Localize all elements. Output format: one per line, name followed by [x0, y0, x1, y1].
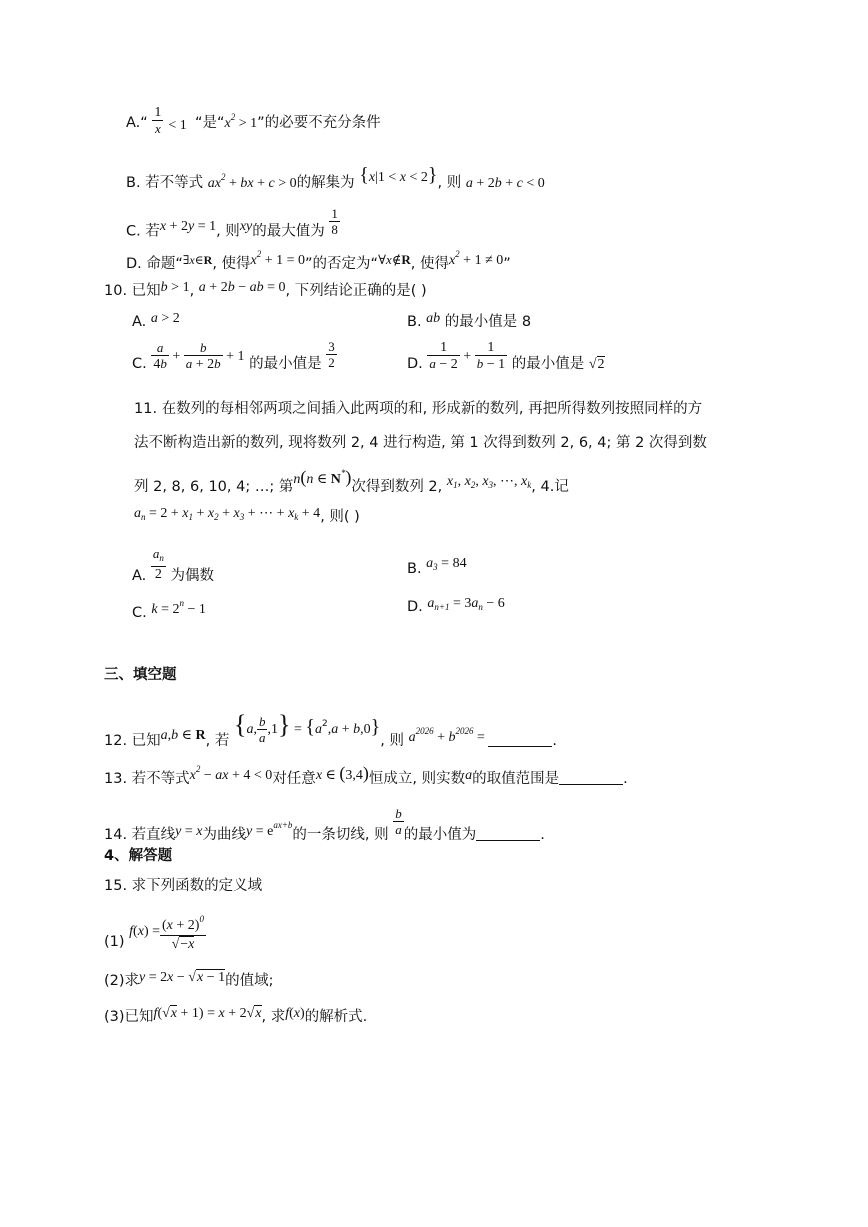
text: 对任意 [272, 771, 316, 787]
text: . [623, 771, 628, 787]
option-label: D. [407, 599, 423, 615]
section-answer-title: 4、解答题 [104, 848, 173, 864]
q12-stem [104, 710, 557, 757]
math-y-eq-e-ax-b: $y = e^{ax+b}$ [246, 820, 293, 839]
text: , 若 [205, 733, 230, 749]
question-number: 13. [104, 771, 128, 787]
option-label: D. [407, 356, 423, 372]
text: 为偶数 [170, 568, 214, 584]
text: 的最小值是 [511, 356, 585, 372]
option-label: B. [126, 175, 141, 191]
option-label: B. [407, 561, 422, 577]
text: 的值域; [225, 973, 274, 989]
math-fx: f(x) [285, 1006, 305, 1021]
math-x-in-3-4: x ∈ (3,4) [315, 763, 369, 783]
math-a-gt-2: a > 2 [150, 311, 180, 326]
q11-stem-line-1: 11. 在数列的每相邻两项之间插入此两项的和, 形成新的数列, 再把所得数列按照同样的方 [134, 401, 703, 417]
q10-option-a [132, 311, 180, 334]
option-label: C. [132, 356, 147, 372]
math-solution-set: {x|1 < x < 2} [359, 164, 438, 186]
text: , 使得 [410, 256, 449, 272]
math-ab: ab [426, 311, 441, 326]
q11-stem-line-2: 法不断构造出新的数列, 现将数列 2, 4 进行构造, 第 1 次得到数列 2, 6, 4; 第 2 次得到数 [134, 435, 707, 451]
q11-option-d [407, 596, 505, 622]
text: 的最大值为 [252, 223, 325, 240]
q15-part-1 [104, 910, 206, 954]
math-ab-in-r: a,b ∈ R [160, 728, 206, 743]
math-fx-part-1: f(x) = $\frac{(x + 2)^0}{√-x}$ [129, 910, 206, 954]
q11-option-a [132, 546, 214, 594]
text: 列 2, 8, 6, 10, 4; …; 第 [134, 479, 294, 495]
text: “是“ [195, 115, 225, 131]
math-x-2y-1: x + 2y = 1 [159, 218, 217, 234]
math-a-2b-ab-eq-0: a + 2b − ab = 0 [198, 280, 286, 295]
text: 求 [124, 973, 140, 989]
text: 的取值范围是 [472, 771, 560, 787]
part-label: (2) [104, 973, 125, 989]
math-x2-plus-1-eq-0: $x^2 + 1 = 0$ [250, 249, 306, 268]
math-an-over-2: $\frac{a_n}{2}$ [152, 546, 164, 582]
text: , 则( ) [320, 509, 360, 525]
math-y-eq-x: y = x [175, 824, 203, 839]
q10-stem [104, 280, 427, 303]
math-quadratic: $ax^2$ + bx + c > 0 [207, 172, 297, 191]
math-sqrt-2: √2 [588, 357, 605, 372]
part-label: (3) [104, 1009, 125, 1025]
math-an-definition: $a_n = 2 + x_1 + x_2 + x_3$ + ⋯ + $x_k + 4$ [134, 506, 321, 522]
option-label: A. [132, 314, 147, 330]
text: 已知 [124, 1009, 154, 1025]
text: “ [140, 115, 148, 131]
math-set-equation: {a, $\frac{b}{a}$ $,1\} = \{a^2,a + b,0\}$ [234, 710, 381, 745]
question-number: 10. [104, 283, 128, 299]
math-x2-ax-4-lt-0: $x^2$ − ax + 4 < 0 [189, 764, 273, 783]
q9-option-c [126, 206, 340, 247]
text: , 使得 [212, 256, 251, 272]
math-a-2b-c: a + 2b + c < 0 [465, 176, 545, 191]
part-label: (1) [104, 934, 125, 950]
text: ” [503, 256, 511, 272]
q9-option-a: A.“ $\frac{1}{x}$ < 1 “是“$x^2 > 1$”的必要不充分条件 [126, 105, 381, 136]
text: 若直线 [131, 827, 176, 843]
q10-option-b [407, 311, 531, 334]
answer-blank[interactable] [476, 826, 540, 841]
text: 恒成立, 则实数 [368, 771, 466, 787]
text: 次得到数列 2, [351, 479, 443, 495]
question-number: 14. [104, 827, 128, 843]
math-b-gt-1: b > 1 [160, 280, 190, 295]
question-number: 15. [104, 878, 128, 894]
option-label: B. [407, 314, 422, 330]
math-a2026-b2026: $a^{2026} + b^{2026}$ = [408, 726, 489, 745]
text: 求下列函数的定义域 [131, 878, 263, 894]
text: 为曲线 [202, 827, 247, 843]
text: , 下列结论正确的是( ) [285, 283, 427, 299]
math-f-sqrt-x-plus-1: f(√x + 1) = x + 2√x [153, 1006, 262, 1021]
q15-stem [104, 875, 262, 897]
q10-option-d [407, 340, 605, 380]
math-an1-eq-3an-6: $a_{n+1} = 3a_n - 6$ [427, 596, 505, 612]
q11-stem-line-4 [134, 506, 360, 532]
answer-blank[interactable] [559, 770, 623, 785]
q10-option-c [132, 338, 337, 380]
math-exists-x-in-r: ∃x∈R [182, 253, 213, 267]
text: 的一条切线, 则 [292, 827, 389, 843]
text: ”的必要不充分条件 [257, 115, 381, 131]
text: 已知 [131, 733, 161, 749]
math-x2-plus-1-neq-0: $x^2 + 1 \ne 0$ [448, 249, 504, 268]
section-fill-in-title: 三、填空题 [104, 667, 177, 683]
option-label: C. [132, 605, 147, 621]
math-c-expression: $\frac{a}{4b}$ + $\frac{b}{a + 2b}$ + 1 [153, 340, 245, 372]
text: ”的否定为“ [305, 256, 379, 272]
text: 的最小值为 [403, 827, 477, 843]
text: 若不等式 [145, 175, 204, 191]
math-x2-gt-1: $x^2 > 1$ [224, 112, 258, 131]
q15-part-2 [104, 970, 274, 993]
option-label: A. [126, 115, 141, 131]
math-sequence-x: $x_1$, $x_2$, $x_3$, ⋯, $x_k$ [446, 474, 532, 490]
math-one-eighth: $\frac{1}{8}$ [331, 206, 338, 237]
question-number: 12. [104, 733, 128, 749]
option-label: D. [126, 256, 142, 272]
math-a: a [465, 768, 473, 783]
q11-option-b [407, 558, 467, 584]
math-k-eq-2n-minus-1: $k = 2^n - 1$ [151, 598, 206, 617]
q11-stem-line-3 [134, 467, 569, 502]
text: , 则 [216, 223, 240, 240]
math-xy: xy [239, 218, 253, 234]
text: , [189, 283, 195, 299]
answer-blank[interactable] [488, 732, 552, 747]
text: 的最小值是 8 [444, 314, 532, 330]
text: 若不等式 [131, 771, 190, 787]
math-three-halves: $\frac{3}{2}$ [328, 338, 335, 370]
q9-option-b [126, 166, 545, 195]
math-y-2x-sqrt: y = 2x − √x − 1 [139, 970, 226, 985]
math-a3-eq-84: $a_3 = 84$ [426, 556, 467, 572]
text: 的解集为 [296, 175, 355, 191]
text: 命题“ [146, 256, 183, 272]
text: 若 [145, 223, 160, 240]
text: 已知 [131, 283, 161, 299]
text: 的最小值是 [249, 356, 322, 372]
text: 的解析式. [304, 1009, 368, 1025]
text: , 则 [437, 175, 462, 191]
q11-option-c [132, 596, 206, 625]
text: . [540, 827, 545, 843]
q15-part-3 [104, 1006, 367, 1029]
text: . [552, 733, 557, 749]
q9-option-d [126, 247, 511, 276]
q13-stem [104, 762, 628, 791]
text: , 求 [261, 1009, 286, 1025]
math-forall-x-notin-r: ∀x∉R [378, 252, 411, 267]
text: , 4.记 [531, 479, 569, 495]
math-n-in-n-star: n(n ∈ N*) [293, 467, 352, 487]
option-label: C. [126, 223, 141, 240]
text: , 则 [380, 733, 404, 749]
math-b-over-a: $\frac{b}{a}$ [395, 805, 402, 837]
option-label: A. [132, 568, 147, 584]
math-d-expression: $\frac{1}{a - 2}$ + $\frac{1}{b - 1}$ [429, 340, 506, 372]
